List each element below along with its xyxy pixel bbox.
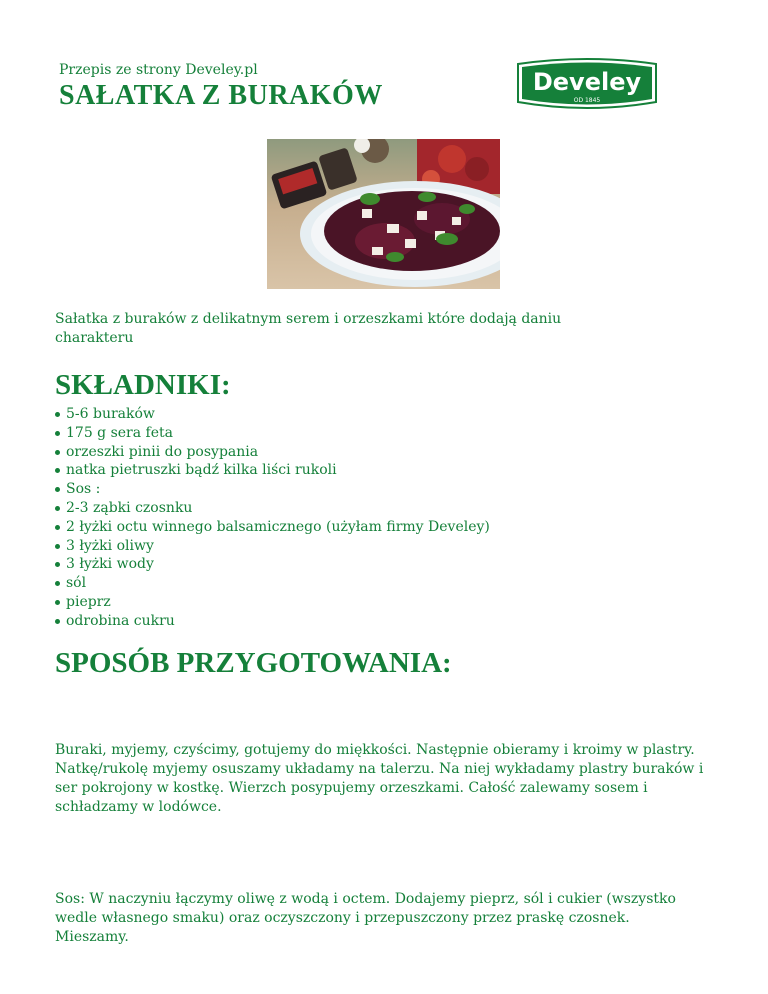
bullet-icon — [55, 487, 60, 492]
bullet-icon — [55, 581, 60, 586]
ingredient-text: odrobina cukru — [66, 612, 175, 629]
ingredient-text: 5-6 buraków — [66, 406, 155, 422]
bullet-icon — [55, 450, 60, 455]
develey-logo — [514, 56, 660, 116]
bullet-icon — [55, 619, 60, 624]
ingredient-text: 175 g sera feta — [66, 424, 173, 441]
recipe-intro: Sałatka z buraków z delikatnym serem i orzeszkami które dodają daniu charakteru — [55, 311, 562, 346]
method-step: Sos: W naczyniu łączymy oliwę z wodą i octem. Dodajemy pieprz, sól i cukier (wszystko wedle własnego smaku) oraz oczyszczony i przepuszczony przez praskę czosnek. Mieszamy. — [55, 891, 676, 945]
bullet-icon — [55, 412, 60, 417]
ingredient-text: orzeszki pinii do posypania — [66, 443, 259, 460]
ingredient-text: 2 łyżki octu winnego balsamicznego (użyłam firmy Develey) — [66, 518, 490, 535]
list-item — [55, 574, 490, 593]
bullet-icon — [55, 506, 60, 511]
list-item — [55, 405, 490, 424]
bullet-icon — [55, 468, 60, 473]
bullet-icon — [55, 431, 60, 436]
ingredient-text: 3 łyżki wody — [66, 556, 154, 573]
ingredient-text: natka pietruszki bądź kilka liści rukoli — [66, 462, 337, 479]
list-item — [55, 612, 490, 631]
list-item — [55, 518, 490, 537]
list-item — [55, 593, 490, 612]
logo-tagline: OD 1845 — [573, 97, 601, 104]
list-item — [55, 461, 490, 480]
list-item — [55, 537, 490, 556]
page-title: SAŁATKA Z BURAKÓW — [59, 80, 383, 111]
method-step: Buraki, myjemy, czyścimy, gotujemy do miękkości. Następnie obieramy i kroimy w plastry. Natkę/rukolę myjemy osuszamy układamy na talerzu. Na niej wykładamy plastry buraków i ser pokrojony w kostkę. Wierzch posypujemy orzeszkami. Całość zalewamy sosem i schładzamy w lodówce. — [55, 742, 704, 815]
ingredients-list — [55, 405, 490, 631]
list-item — [55, 499, 490, 518]
ingredients-heading: SKŁADNIKI: — [55, 369, 231, 401]
ingredient-text: Sos : — [66, 481, 101, 498]
bullet-icon — [55, 544, 60, 549]
salad-photo — [267, 139, 500, 289]
ingredient-text: sól — [66, 575, 87, 592]
list-item — [55, 424, 490, 443]
list-item — [55, 555, 490, 574]
ingredient-text: 3 łyżki oliwy — [66, 537, 154, 554]
method-heading: SPOSÓB PRZYGOTOWANIA: — [55, 647, 452, 679]
bullet-icon — [55, 562, 60, 567]
list-item — [55, 443, 490, 462]
bullet-icon — [55, 600, 60, 605]
ingredient-text: 2-3 ząbki czosnku — [66, 499, 193, 516]
bullet-icon — [55, 525, 60, 530]
recipe-source: Przepis ze strony Develey.pl — [59, 62, 258, 78]
logo-wordmark: Develey — [532, 68, 642, 96]
ingredient-text: pieprz — [66, 593, 111, 610]
list-item — [55, 480, 490, 499]
